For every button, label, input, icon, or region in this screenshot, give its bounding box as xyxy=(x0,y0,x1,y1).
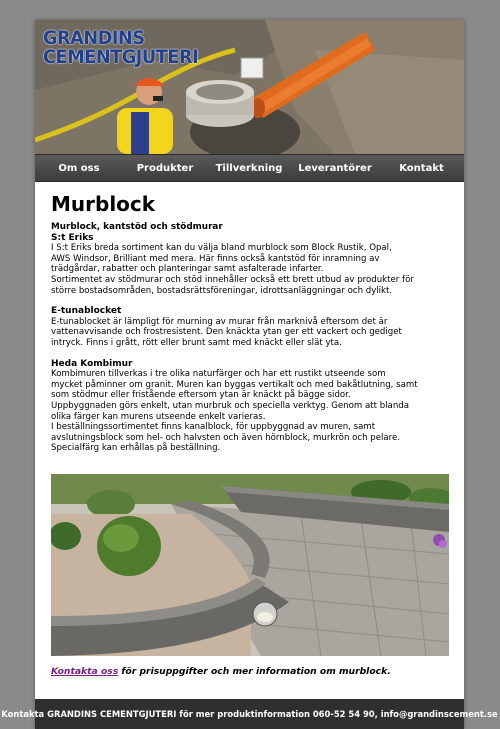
footer-bar xyxy=(1,699,498,729)
nav-item-leverantorer[interactable]: Leverantörer xyxy=(298,162,372,174)
paragraph-line: mycket påminner om granit. Muren kan byggas vertikalt och med bakåtlutning, samt xyxy=(51,379,418,390)
footer-contact-text: Kontakta GRANDINS CEMENTGJUTERI för mer produktinformation 060-52 54 90, info@grandinscement.se xyxy=(1,709,498,719)
cta-text: för prisuppgifter och mer information om murblock. xyxy=(118,666,391,677)
logo-line-1: GRANDINS xyxy=(43,27,145,49)
paragraph-line: I S:t Eriks breda sortiment kan du välja bland murblock som Block Rustik, Opal, xyxy=(51,243,392,254)
paragraph-line: avslutningsblock som hel- och halvsten och även hörnblock, murkrön och pelare. xyxy=(51,432,401,443)
page-container xyxy=(1,20,498,729)
paragraph-line: Kombimuren tillverkas i tre olika naturfärger och har ett rustikt utseende som xyxy=(51,369,386,380)
page-subtitle: Murblock, kantstöd och stödmurar xyxy=(51,222,223,232)
section-title: E-tunablocket xyxy=(51,306,122,317)
header-banner xyxy=(35,20,464,154)
section-e-tunablocket xyxy=(51,306,451,348)
paragraph-line: E-tunablocket är lämpligt för murning av murar från marknivå eftersom det är xyxy=(51,316,388,327)
contact-cta xyxy=(51,666,451,677)
paragraph-line: Uppbyggnaden görs enkelt, utan murbruk och speciella verktyg. Genom att blanda xyxy=(51,400,409,411)
paragraph-line: I beställningssortimentet finns kanalblock, för uppbyggnad av muren, samt xyxy=(51,422,376,433)
site-logo[interactable] xyxy=(43,29,198,67)
contact-link[interactable]: Kontakta oss xyxy=(51,666,119,677)
nav-item-kontakt[interactable]: Kontakt xyxy=(399,162,444,174)
paragraph-line: trädgårdar, rabatter och planteringar samt asfalterade infarter. xyxy=(51,264,324,275)
paragraph-line: olika färger kan murens utseende enkelt varieras. xyxy=(51,411,266,422)
product-photo xyxy=(51,474,449,656)
paragraph-line: Sortimentet av stödmurar och stöd innehåller också ett brett utbud av produkter för xyxy=(51,274,414,285)
paragraph-line: större bostadsområden, bostadsrättsföreningar, idrottsanläggningar och dylikt. xyxy=(51,285,393,296)
section-title: S:t Eriks xyxy=(51,232,94,243)
section-title: Heda Kombimur xyxy=(51,358,133,369)
main-content xyxy=(51,192,451,464)
page-title: Murblock xyxy=(51,192,156,216)
logo-line-2: CEMENTGJUTERI xyxy=(43,46,199,68)
paragraph-line: intryck. Finns i grått, rött eller brunt samt med knäckt eller slät yta. xyxy=(51,337,342,348)
paragraph-line: vattenavvisande och frostresistent. Den knäckta ytan ger ett vackert och gediget xyxy=(51,327,402,338)
nav-item-tillverkning[interactable]: Tillverkning xyxy=(215,162,283,174)
garden-wall-photo xyxy=(51,474,449,656)
main-nav xyxy=(35,154,464,182)
nav-item-produkter[interactable]: Produkter xyxy=(136,162,194,174)
section-heda-kombimur xyxy=(51,359,451,454)
paragraph-line: AWS Windsor, Brilliant med mera. Här finns också kantstöd för inramning av xyxy=(51,253,380,264)
paragraph-line: Specialfärg kan erhållas på beställning. xyxy=(51,443,221,454)
section-st-eriks xyxy=(51,233,451,297)
paragraph-line: som stödmur eller fristående eftersom ytan är knäckt på bägge sidor. xyxy=(51,390,351,401)
nav-item-om-oss[interactable]: Om oss xyxy=(58,162,100,174)
